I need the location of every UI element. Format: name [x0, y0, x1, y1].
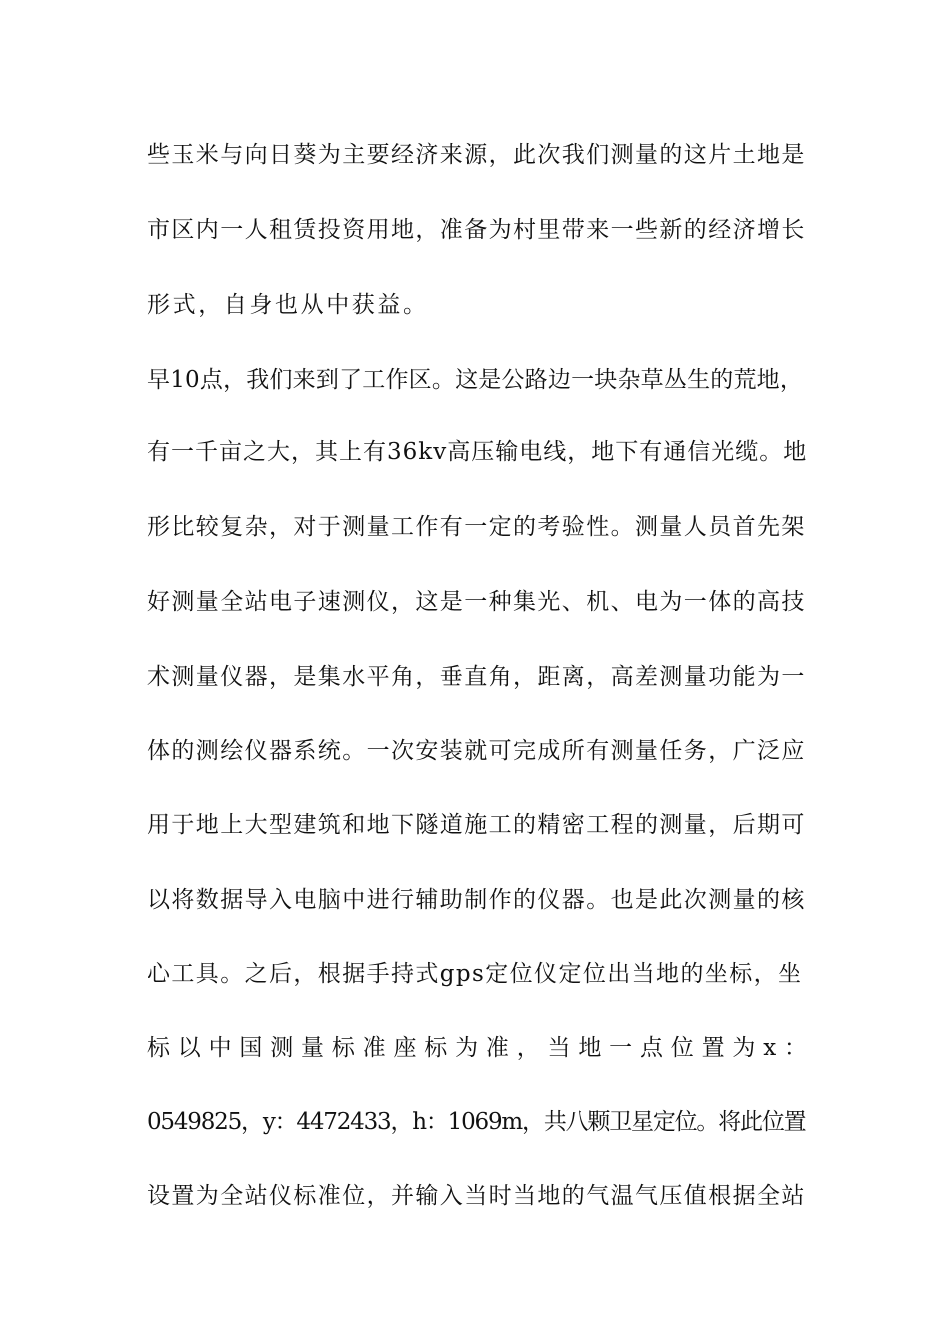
text-line-6: 形比较复杂，对于测量工作有一定的考验性。测量人员首先架 [147, 514, 806, 540]
text-line-5: 有一千亩之大，其上有36kv高压输电线，地下有通信光缆。地 [147, 439, 808, 465]
text-line-12: 心工具。之后，根据手持式gps定位仪定位出当地的坐标，坐 [147, 961, 803, 987]
text-line-11: 以将数据导入电脑中进行辅助制作的仪器。也是此次测量的核 [147, 887, 806, 913]
text-line-1: 些玉米与向日葵为主要经济来源，此次我们测量的这片土地是 [147, 142, 806, 168]
text-line-4: 早10点，我们来到了工作区。这是公路边一块杂草丛生的荒地， [147, 367, 804, 393]
text-line-15: 设置为全站仪标准位，并输入当时当地的气温气压值根据全站 [147, 1183, 806, 1209]
text-line-3: 形式，自身也从中获益。 [147, 292, 429, 318]
text-line-2: 市区内一人租赁投资用地，准备为村里带来一些新的经济增长 [147, 217, 806, 243]
text-line-13: 标以中国测量标准座标为准，当地一点位置为x： [147, 1035, 807, 1061]
text-line-8: 术测量仪器，是集水平角，垂直角，距离，高差测量功能为一 [147, 664, 806, 690]
text-line-7: 好测量全站电子速测仪，这是一种集光、机、电为一体的高技 [147, 589, 806, 615]
text-line-9: 体的测绘仪器系统。一次安装就可完成所有测量任务，广泛应 [147, 738, 806, 764]
text-line-14: 0549825，y：4472433，h：1069m，共八颗卫星定位。将此位置 [147, 1109, 806, 1135]
text-line-10: 用于地上大型建筑和地下隧道施工的精密工程的测量，后期可 [147, 812, 806, 838]
